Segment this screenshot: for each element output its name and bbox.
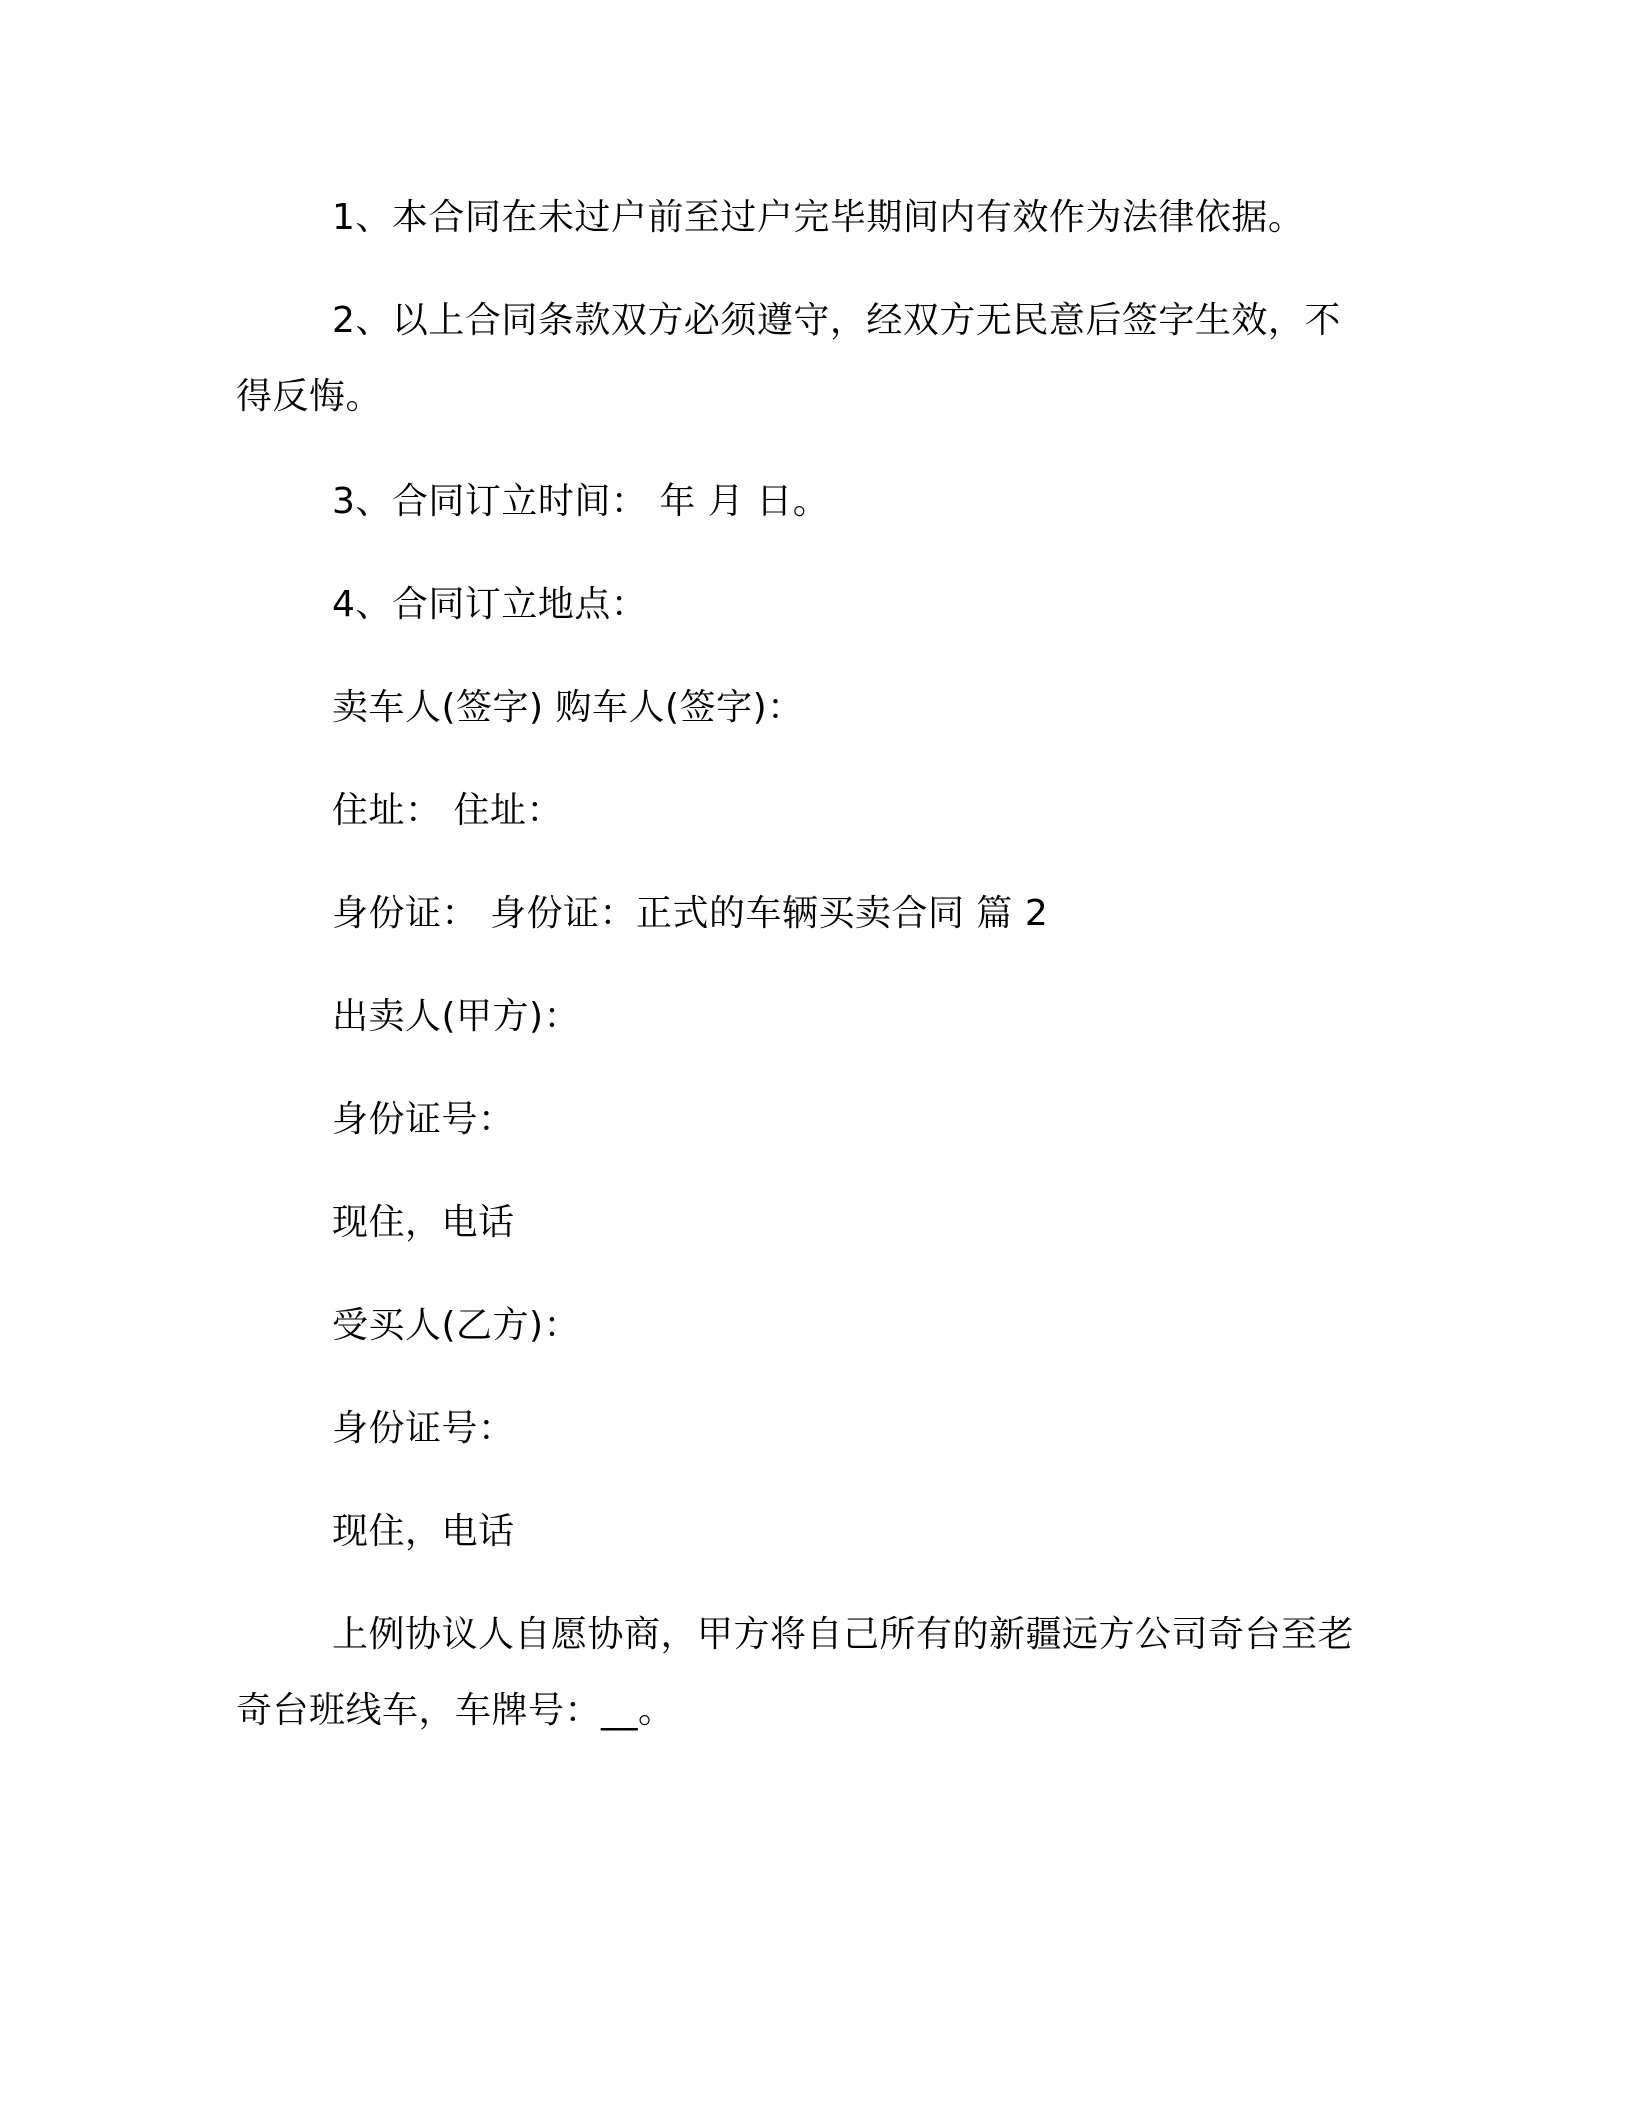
seller-party-a: 出卖人(甲方)： bbox=[332, 996, 581, 1037]
address-line: 住址： 住址： bbox=[332, 790, 563, 831]
id-card-line: 身份证： 身份证：正式的车辆买卖合同 篇 2 bbox=[332, 893, 1049, 934]
buyer-party-b: 受买人(乙方)： bbox=[332, 1305, 581, 1346]
seller-address-phone: 现住，电话 bbox=[332, 1202, 515, 1243]
clause-2: 2、以上合同条款双方必须遵守，经双方无民意后签字生效，不得反悔。 bbox=[236, 300, 1341, 417]
agreement-paragraph: 上例协议人自愿协商，甲方将自己所有的新疆远方公司奇台至老奇台班线车，车牌号：__。 bbox=[236, 1614, 1355, 1731]
seller-id-number: 身份证号： bbox=[332, 1099, 515, 1140]
buyer-address-phone: 现住，电话 bbox=[332, 1511, 515, 1552]
clause-4-contract-place: 4、合同订立地点： bbox=[332, 584, 648, 625]
clause-1: 1、本合同在未过户前至过户完毕期间内有效作为法律依据。 bbox=[332, 197, 1305, 238]
clause-3-contract-date: 3、合同订立时间： 年 月 日。 bbox=[332, 481, 830, 522]
signature-line: 卖车人(签字) 购车人(签字)： bbox=[332, 687, 804, 728]
buyer-id-number: 身份证号： bbox=[332, 1408, 515, 1449]
